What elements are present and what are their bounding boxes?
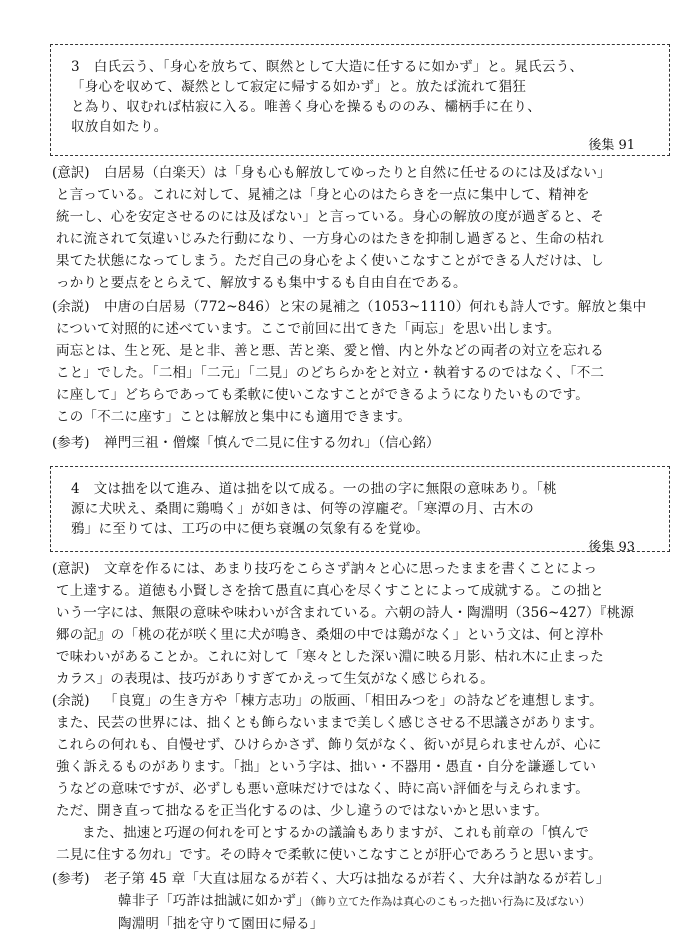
text-line: 文章を作るには、あまり技巧をこらさず訥々と心に思ったままを書くことによっ [104, 561, 598, 577]
source-reference: 後集 93 [588, 540, 635, 555]
quote-line: 4 文は拙を以て進み、道は拙を以て成る。一の拙の字に無限の意味あり。「桃 [71, 481, 557, 497]
commentary-section-3 [52, 296, 674, 428]
text-line: 果てた状態になってしまう。ただ自己の身心をよく使いこなすことができる人だけは、し [56, 253, 604, 269]
text-line: また、民芸の世界には、拙くとも飾らないままで美しく感じさせる不思議さがあります。 [56, 715, 603, 731]
text-line: て上達する。道徳も小賢しさを捨て愚直に真心を尽くすことによって成就する。この拙と [56, 583, 604, 599]
text-line: 禅門三祖・僧燦「慎んで二見に住する勿れ」（信心銘） [104, 435, 440, 451]
quote-line: と為り、収むれば枯寂に入る。唯善く身心を操るもののみ、欛柄手に在り、 [71, 99, 542, 115]
text-line: カラス」の表現は、技巧がありすぎてかえって生気がなく感じられる。 [56, 671, 494, 687]
text-line: 中唐の白居易（772~846）と宋の晁補之（1053~1110）何れも詩人です。解放と集中 [104, 299, 647, 315]
text-line: 「良寛」の生き方や「棟方志功」の版画、「相田みつを」の詩などを連想します。 [104, 693, 603, 709]
text-line: 白居易（白楽天）は「身も心も解放してゆったりと自然に任せるのには及ばない」 [104, 165, 611, 181]
reference-section-4 [52, 868, 674, 935]
quote-line: 3 白氏云う、「身心を放ちて、瞑然として大造に任するに如かず」と。晁氏云う、 [71, 59, 584, 75]
section-label: (参考) [52, 871, 90, 887]
text-line: また、拙速と巧遅の何れを可とするかの議論もありますが、これも前章の「慎んで [82, 825, 589, 841]
quote-box-3 [50, 44, 670, 156]
text-line: うなどの意味ですが、必ずしも悪い意味だけではなく、時に高い評価を与えられます。 [56, 781, 589, 797]
text-line: これらの何れも、自慢せず、ひけらかさず、飾り気がなく、衒いが見られませんが、心に [56, 737, 602, 753]
text-line: 二見に住する勿れ」です。その時々で柔軟に使いこなすことが肝心であろうと思います。 [56, 847, 602, 863]
section-label: (参考) [52, 435, 90, 451]
section-label: (余説) [52, 299, 90, 315]
translation-section-3 [52, 162, 674, 294]
quote-line: 「身心を収めて、凝然として寂定に帰する如かず」と。放たば流れて猖狂 [71, 79, 527, 95]
text-line: 両忘とは、生と死、是と非、善と悪、苦と楽、愛と憎、内と外などの両者の対立を忘れる [56, 343, 604, 359]
text-line: っかりと要点をとらえて、解放するも集中するも自由自在である。 [56, 275, 467, 291]
quote-line: 収放自如たり。 [71, 119, 168, 135]
text-line: に座して」どちらであっても柔軟に使いこなすことができるようになりたいものです。 [56, 387, 589, 403]
text-line: れに流されて気違いじみた行動になり、一方身心のはたきを抑制し過ぎると、生命の枯れ [56, 231, 604, 247]
text-line: と言っている。これに対して、晁補之は「身と心のはたらきを一点に集中して、精神を [56, 187, 590, 203]
text-line: いう一字には、無限の意味や味わいが含まれている。六朝の詩人・陶淵明（356~427）『桃源 [56, 605, 635, 621]
text-line: 陶淵明「拙を守りて園田に帰る」 [118, 916, 324, 932]
commentary-section-4 [52, 690, 674, 866]
translation-section-4 [52, 558, 674, 690]
text-line: ただ、開き直って拙なるを正当化するのは、少し違うのではないかと思います。 [56, 803, 549, 819]
text-line: について対照的に述べています。ここで前回に出てきた「両忘」を思い出します。 [56, 321, 561, 337]
text-line: この「不二に座す」ことは解放と集中にも適用できます。 [56, 409, 412, 425]
reference-section-3 [52, 432, 674, 454]
text-line: こと」でした。「二相」「二元」「二見」のどちらかをと対立・執着するのではなく、「不二 [56, 365, 605, 381]
quote-box-4 [50, 466, 670, 555]
text-line: 老子第 45 章「大直は屈なるが若く、大巧は拙なるが若く、大弁は訥なるが若し」 [104, 871, 610, 887]
section-label: (意訳) [52, 561, 90, 577]
text-line: 郷の記』の「桃の花が咲く里に犬が鳴き、桑畑の中では鶏がなく」という文は、何と淳朴 [56, 627, 604, 643]
reference-note: （飾り立てた作為は真心のこもった拙い行為に及ばない） [309, 895, 591, 908]
text-line [56, 890, 674, 913]
section-label: (意訳) [52, 165, 90, 181]
section-label: (余説) [52, 693, 90, 709]
text-line: で味わいがあることか。これに対して「寒々とした深い淵に映る月影、枯れ木に止まった [56, 649, 604, 665]
text-line: 統一し、心を安定させるのには及ばない」と言っている。身心の解放の度が過ぎると、そ [56, 209, 604, 225]
text-line: 強く訴えるものがあります。「拙」という字は、拙い・不器用・愚直・自分を謙遜してい [56, 759, 597, 775]
reference-quote: 韓非子「巧詐は拙誠に如かず」 [118, 893, 310, 909]
source-reference: 後集 91 [588, 138, 635, 153]
quote-line: 鴉」に至りては、工巧の中に便ち衰颯の気象有るを覚ゆ。 [71, 521, 430, 537]
quote-line: 源に犬吠え、桑間に鶏鳴く」が如きは、何等の淳龐ぞ。「寒潭の月、古木の [71, 501, 534, 517]
